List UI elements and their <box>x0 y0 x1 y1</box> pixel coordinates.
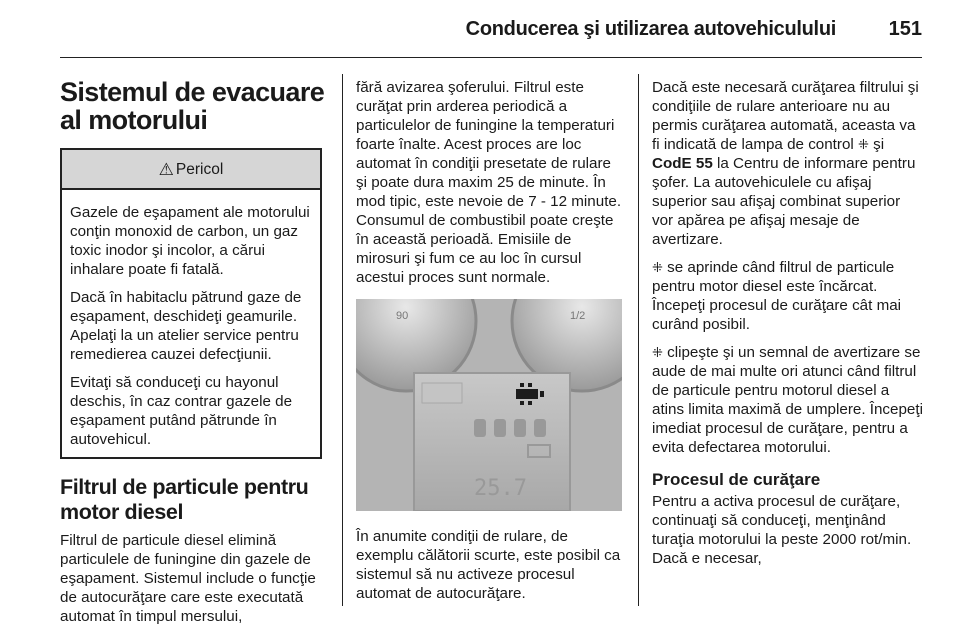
cleaning-indication-text-c: la Centru de informare pentru şofer. La autovehiculele cu afişaj superior sau afişaj combinat superior vor apărea pe afişaj mesaje de avertizare. <box>652 155 916 248</box>
lamp-flashing-paragraph <box>652 343 924 457</box>
subsection-title-cleaning: Procesul de curăţare <box>652 470 821 489</box>
dpf-control-lamp-icon: ⁜ <box>858 137 869 152</box>
dpf-control-lamp-icon: ⁜ <box>652 345 663 360</box>
section-title: Sistemul de evacuare al motorului <box>60 77 325 135</box>
warning-triangle-icon: ⚠ <box>158 159 174 179</box>
warning-paragraph-3: Evitaţi să conduceţi cu hayonul deschis, în caz contrar gazele de eşapament putând pătrunde în autovehicul. <box>70 374 293 448</box>
column-1 <box>60 78 326 635</box>
display-reading: 25.7 <box>474 476 527 501</box>
column-3 <box>652 78 924 577</box>
header-divider <box>60 57 922 58</box>
warning-header <box>62 150 320 190</box>
warning-label: Pericol <box>175 160 224 178</box>
gauge-right-label: 1/2 <box>570 310 586 322</box>
code-55-label: CodE 55 <box>652 155 713 172</box>
column-divider-1 <box>342 74 343 606</box>
lamp-on-text: se aprinde când filtrul de particule pentru motor diesel este încărcat. Începeţi procesul de curăţare cât mai curând posibil. <box>652 259 902 333</box>
cleaning-process-paragraph: Pentru a activa procesul de curăţare, continuaţi să conduceţi, menţinând turaţia motorului la peste 2000 rot/min. Dacă e necesar, <box>652 493 912 567</box>
page-number: 151 <box>888 18 922 40</box>
filter-intro-paragraph: Filtrul de particule diesel elimină particulele de funingine din gazele de eşapament. Sistemul include o funcţie de autocurăţare care este executată automat în timpul mersului, <box>60 532 316 625</box>
filter-process-paragraph: fără avizarea şoferului. Filtrul este curăţat prin arderea periodică a particulelor de funingine la temperaturi foarte înalte. Acest proces are loc automat în condiţii presetate de rulare şi poate dura maxim 25 de minute. În mod tipic, este nevoie de 7 - 12 minute. Consumul de combustibil poate creşte în această perioadă. Emisiile de mirosuri şi fum ce au loc în cursul acestui proces sunt normale. <box>356 79 622 286</box>
gauge-left-label: 90 <box>396 310 409 322</box>
warning-paragraph-1: Gazele de eşapament ale motorului conţin monoxid de carbon, un gaz toxic inodor şi incolor, a cărui inhalare poate fi fatală. <box>70 204 310 278</box>
column-divider-2 <box>638 74 639 606</box>
page-header-title: Conducerea şi utilizarea autovehiculului <box>465 18 836 40</box>
column-2 <box>356 78 626 612</box>
lamp-on-paragraph <box>652 258 924 334</box>
warning-body <box>62 190 320 457</box>
short-trip-paragraph: În anumite condiţii de rulare, de exemplu călătorii scurte, este posibil ca sistemul să nu activeze procesul automat de autocurăţare. <box>356 528 621 602</box>
lamp-flashing-text: clipeşte şi un semnal de avertizare se aude de mai multe ori atunci când filtrul de particule pentru motorul diesel a atins limita maximă de umplere. Începeţi imediat procesul de curăţare, pentru a evita defectarea motorului. <box>652 344 923 456</box>
subsection-title-filter: Filtrul de particule pentru motor diesel <box>60 475 309 524</box>
cleaning-indication-text-b: şi <box>873 136 885 153</box>
warning-box <box>60 148 322 459</box>
dpf-control-lamp-icon: ⁜ <box>652 260 663 275</box>
cleaning-indication-paragraph <box>652 78 924 249</box>
warning-paragraph-2: Dacă în habitaclu pătrund gaze de eşapament, deschideţi geamurile. Apelaţi la un atelier service pentru remedierea cauzei defecţiunii. <box>70 289 302 363</box>
cleaning-indication-text-a: Dacă este necesară curăţarea filtrului şi condiţiile de rulare anterioare nu au permis curăţarea automată, aceasta va fi indicată de lampa de control <box>652 79 919 153</box>
instrument-display-photo <box>356 299 622 511</box>
